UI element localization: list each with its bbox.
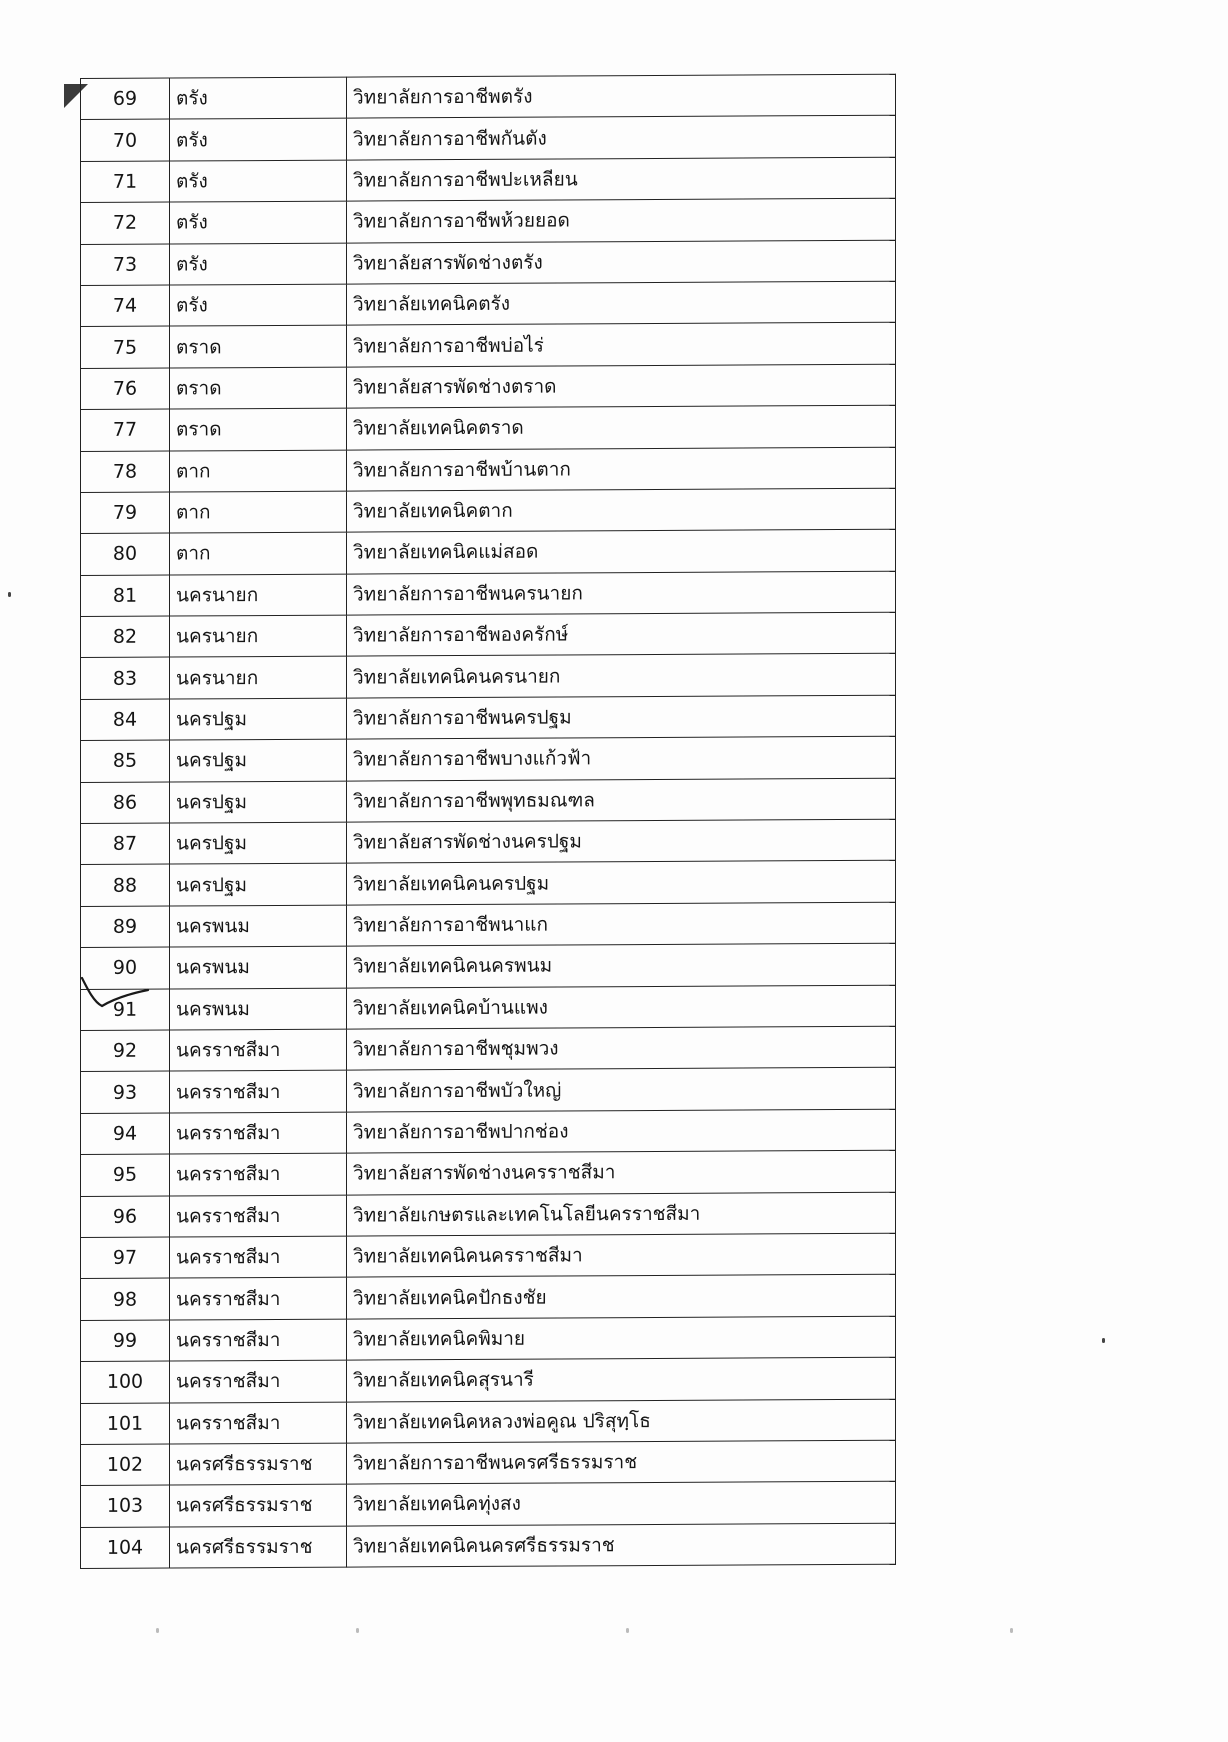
table-row <box>81 1068 896 1114</box>
row-number: 82 <box>81 616 170 658</box>
college-name-cell: วิทยาลัยการอาชีพองครักษ์ <box>347 612 896 656</box>
province-cell: นครราชสีมา <box>170 1153 347 1195</box>
row-number: 100 <box>81 1361 170 1403</box>
province-cell: ตรัง <box>170 118 347 160</box>
scan-speck <box>356 1628 359 1633</box>
row-number: 71 <box>81 161 170 203</box>
province-cell: ตราด <box>170 325 347 367</box>
province-cell: นครราชสีมา <box>170 1277 347 1319</box>
handwritten-check-icon <box>78 970 158 1010</box>
college-name-cell: วิทยาลัยเทคนิคหลวงพ่อคูณ ปริสุทฺโธ <box>347 1399 896 1443</box>
row-number: 73 <box>81 244 170 286</box>
row-number: 85 <box>81 740 170 782</box>
province-cell: ตรัง <box>170 243 347 285</box>
province-cell: นครราชสีมา <box>170 1112 347 1154</box>
row-number: 70 <box>81 119 170 161</box>
row-number: 99 <box>81 1320 170 1362</box>
table-row <box>81 74 896 120</box>
province-cell: นครนายก <box>170 615 347 657</box>
row-number: 98 <box>81 1278 170 1320</box>
row-number: 87 <box>81 823 170 865</box>
row-number: 92 <box>81 1030 170 1072</box>
table-row <box>81 902 896 948</box>
table-row <box>81 198 896 244</box>
college-list-body <box>81 74 896 1568</box>
table-row <box>81 447 896 493</box>
row-number: 69 <box>81 78 170 120</box>
table-row <box>81 1316 896 1362</box>
province-cell: นครราชสีมา <box>170 1402 347 1444</box>
college-name-cell: วิทยาลัยสารพัดช่างนครราชสีมา <box>347 1150 896 1194</box>
table-row <box>81 654 896 700</box>
table-row <box>81 488 896 534</box>
college-name-cell: วิทยาลัยเทคนิคตราด <box>347 405 896 449</box>
province-cell: ตราด <box>170 367 347 409</box>
scan-speck <box>1102 1338 1105 1343</box>
college-list-table <box>80 74 896 1569</box>
row-number: 102 <box>81 1444 170 1486</box>
college-name-cell: วิทยาลัยเทคนิคตาก <box>347 488 896 532</box>
college-name-cell: วิทยาลัยการอาชีพกันตัง <box>347 116 896 160</box>
table-row <box>81 1440 896 1486</box>
province-cell: ตาก <box>170 532 347 574</box>
table-row <box>81 778 896 824</box>
row-number: 104 <box>81 1527 170 1569</box>
row-number: 89 <box>81 906 170 948</box>
table-row <box>81 323 896 369</box>
table-row <box>81 819 896 865</box>
college-name-cell: วิทยาลัยการอาชีพนาแก <box>347 902 896 946</box>
province-cell: นครปฐม <box>170 864 347 906</box>
table-row <box>81 1150 896 1196</box>
table-row <box>81 1523 896 1569</box>
college-name-cell: วิทยาลัยสารพัดช่างตรัง <box>347 240 896 284</box>
table-row <box>81 405 896 451</box>
row-number: 74 <box>81 285 170 327</box>
province-cell: นครปฐม <box>170 698 347 740</box>
province-cell: ตาก <box>170 450 347 492</box>
row-number: 95 <box>81 1154 170 1196</box>
college-name-cell: วิทยาลัยเกษตรและเทคโนโลยีนครราชสีมา <box>347 1192 896 1236</box>
province-cell: นครราชสีมา <box>170 1029 347 1071</box>
table-row <box>81 985 896 1031</box>
college-name-cell: วิทยาลัยการอาชีพตรัง <box>347 74 896 118</box>
college-name-cell: วิทยาลัยการอาชีพนครนายก <box>347 571 896 615</box>
table-row <box>81 1192 896 1238</box>
province-cell: ตรัง <box>170 160 347 202</box>
row-number: 101 <box>81 1403 170 1445</box>
college-name-cell: วิทยาลัยเทคนิคตรัง <box>347 281 896 325</box>
college-name-cell: วิทยาลัยสารพัดช่างตราด <box>347 364 896 408</box>
college-name-cell: วิทยาลัยเทคนิคนครปฐม <box>347 861 896 905</box>
row-number: 84 <box>81 699 170 741</box>
row-number: 86 <box>81 782 170 824</box>
college-name-cell: วิทยาลัยเทคนิคสุรนารี <box>347 1357 896 1401</box>
table-row <box>81 1026 896 1072</box>
province-cell: นครศรีธรรมราช <box>170 1484 347 1526</box>
row-number: 97 <box>81 1237 170 1279</box>
row-number: 77 <box>81 409 170 451</box>
table-row <box>81 571 896 617</box>
table-row <box>81 1275 896 1321</box>
college-name-cell: วิทยาลัยเทคนิคพิมาย <box>347 1316 896 1360</box>
table-row <box>81 736 896 782</box>
province-cell: นครศรีธรรมราช <box>170 1443 347 1485</box>
college-name-cell: วิทยาลัยเทคนิคทุ่งสง <box>347 1482 896 1526</box>
college-name-cell: วิทยาลัยการอาชีพห้วยยอด <box>347 198 896 242</box>
college-name-cell: วิทยาลัยเทคนิคบ้านแพง <box>347 985 896 1029</box>
college-name-cell: วิทยาลัยเทคนิคแม่สอด <box>347 530 896 574</box>
college-name-cell: วิทยาลัยการอาชีพชุมพวง <box>347 1026 896 1070</box>
table-row <box>81 861 896 907</box>
province-cell: นครราชสีมา <box>170 1195 347 1237</box>
row-number: 90 <box>81 947 170 989</box>
college-name-cell: วิทยาลัยเทคนิคนครศรีธรรมราช <box>347 1523 896 1567</box>
row-number: 94 <box>81 1113 170 1155</box>
table-row <box>81 157 896 203</box>
table-row <box>81 943 896 989</box>
province-cell: นครศรีธรรมราช <box>170 1526 347 1568</box>
row-number: 80 <box>81 533 170 575</box>
province-cell: นครพนม <box>170 905 347 947</box>
row-number: 96 <box>81 1196 170 1238</box>
college-name-cell: วิทยาลัยการอาชีพปะเหลียน <box>347 157 896 201</box>
province-cell: นครราชสีมา <box>170 1236 347 1278</box>
row-number: 76 <box>81 368 170 410</box>
college-name-cell: วิทยาลัยสารพัดช่างนครปฐม <box>347 819 896 863</box>
province-cell: ตรัง <box>170 77 347 119</box>
college-name-cell: วิทยาลัยเทคนิคนครนายก <box>347 654 896 698</box>
row-number: 91 <box>81 989 170 1031</box>
row-number: 72 <box>81 202 170 244</box>
row-number: 83 <box>81 658 170 700</box>
province-cell: ตราด <box>170 408 347 450</box>
row-number: 75 <box>81 326 170 368</box>
scan-speck <box>1010 1628 1013 1633</box>
province-cell: นครราชสีมา <box>170 1360 347 1402</box>
table-row <box>81 116 896 162</box>
college-name-cell: วิทยาลัยเทคนิคปักธงชัย <box>347 1275 896 1319</box>
province-cell: ตาก <box>170 491 347 533</box>
scan-speck <box>156 1628 159 1633</box>
scan-speck <box>626 1628 629 1633</box>
college-name-cell: วิทยาลัยการอาชีพนครปฐม <box>347 695 896 739</box>
province-cell: นครนายก <box>170 574 347 616</box>
row-number: 79 <box>81 492 170 534</box>
row-number: 103 <box>81 1485 170 1527</box>
college-name-cell: วิทยาลัยการอาชีพบ่อไร่ <box>347 323 896 367</box>
row-number: 78 <box>81 451 170 493</box>
college-name-cell: วิทยาลัยการอาชีพบัวใหญ่ <box>347 1068 896 1112</box>
province-cell: นครพนม <box>170 946 347 988</box>
college-name-cell: วิทยาลัยการอาชีพบ้านตาก <box>347 447 896 491</box>
table-row <box>81 695 896 741</box>
province-cell: นครปฐม <box>170 781 347 823</box>
table-row <box>81 1482 896 1528</box>
table-row <box>81 530 896 576</box>
province-cell: นครพนม <box>170 988 347 1030</box>
college-name-cell: วิทยาลัยเทคนิคนครราชสีมา <box>347 1233 896 1277</box>
row-number: 93 <box>81 1071 170 1113</box>
college-name-cell: วิทยาลัยการอาชีพนครศรีธรรมราช <box>347 1440 896 1484</box>
table-row <box>81 612 896 658</box>
province-cell: นครราชสีมา <box>170 1319 347 1361</box>
province-cell: นครนายก <box>170 657 347 699</box>
province-cell: นครปฐม <box>170 822 347 864</box>
table-row <box>81 1109 896 1155</box>
table-row <box>81 240 896 286</box>
row-number: 88 <box>81 864 170 906</box>
college-name-cell: วิทยาลัยการอาชีพปากช่อง <box>347 1109 896 1153</box>
table-row <box>81 364 896 410</box>
table-row <box>81 1399 896 1445</box>
college-name-cell: วิทยาลัยเทคนิคนครพนม <box>347 943 896 987</box>
college-name-cell: วิทยาลัยการอาชีพพุทธมณฑล <box>347 778 896 822</box>
table-row <box>81 281 896 327</box>
college-name-cell: วิทยาลัยการอาชีพบางแก้วฟ้า <box>347 736 896 780</box>
table-row <box>81 1357 896 1403</box>
province-cell: ตรัง <box>170 201 347 243</box>
province-cell: นครราชสีมา <box>170 1070 347 1112</box>
table-row <box>81 1233 896 1279</box>
province-cell: ตรัง <box>170 284 347 326</box>
row-number: 81 <box>81 575 170 617</box>
scan-speck <box>8 592 11 597</box>
province-cell: นครปฐม <box>170 739 347 781</box>
